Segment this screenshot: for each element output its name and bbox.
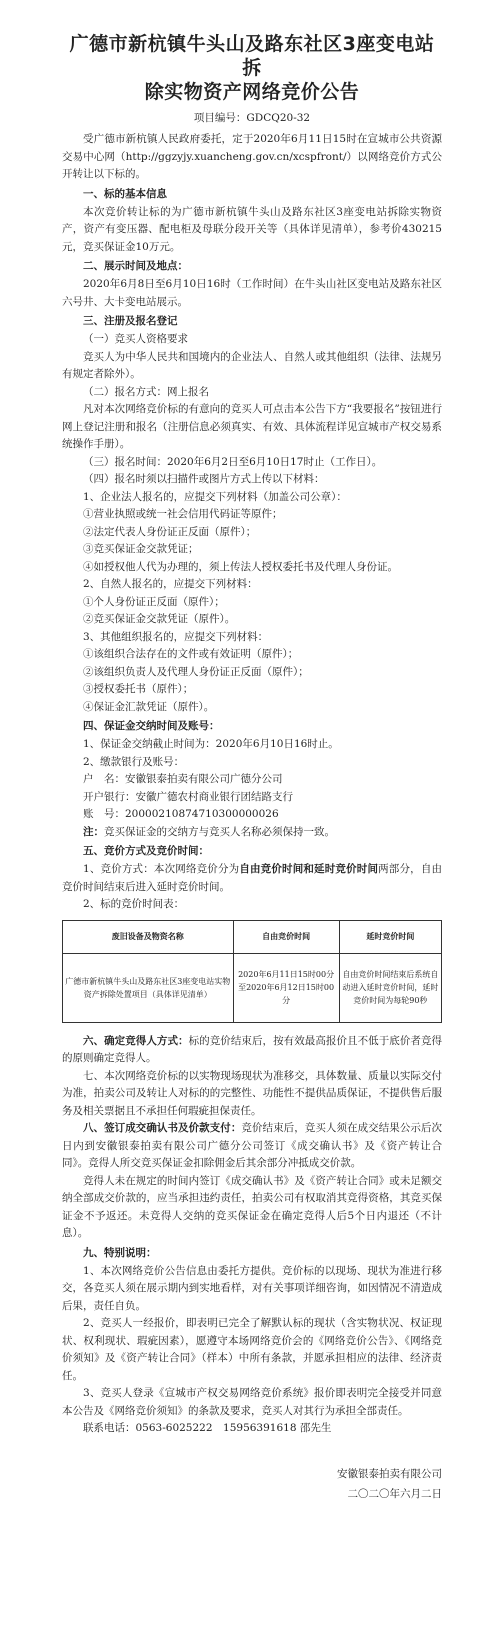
company-name: 安徽银泰拍卖有限公司 — [337, 1467, 442, 1480]
project-number: 项目编号：GDCQ20-32 — [193, 112, 311, 124]
announcement-date: 二〇二〇年六月二日 — [347, 1487, 442, 1500]
table-row — [63, 953, 442, 1022]
materials-1-heading: 1、企业法人报名的，应提交下列材料（加盖公司公章）： — [83, 490, 347, 503]
schedule-heading: 2、标的竞价时间表： — [83, 898, 185, 910]
table-cell-free-time: 2020年6月11日15时00分至2020年6月12日15时00分 — [233, 953, 339, 1022]
bidding-method-text-end: 两部分，自由竞价时间结束后进入延时竞价时间。 — [62, 863, 443, 893]
materials-3-item: ②该组织负责人及代理人身份证正反面（原件）； — [83, 665, 309, 678]
section-8-heading: 八、签订成交确认书及价款支付： — [83, 1122, 242, 1134]
materials-2-item: ①个人身份证正反面（原件）； — [83, 595, 225, 608]
table-cell-extended-time: 自由竞价时间结束后系统自动进入延时竞价时间，延时竞价时间为每轮90秒 — [339, 953, 441, 1022]
bidding-schedule-table — [62, 920, 442, 1023]
section-8 — [62, 1120, 442, 1173]
table-header: 延时竞价时间 — [339, 920, 441, 953]
table-cell-item: 广德市新杭镇牛头山及路东社区3座变电站实物资产拆除处置项目（具体详见清单） — [63, 953, 234, 1022]
title-line-1: 广德市新杭镇牛头山及路东社区3座变电站拆 — [69, 33, 435, 79]
bidding-method-emphasis: 自由竞价时间和延时竞价时间 — [239, 863, 379, 875]
table-header: 自由竞价时间 — [233, 920, 339, 953]
section-2-heading: 二、展示时间及地点： — [83, 260, 188, 272]
deposit-note — [62, 824, 442, 842]
table-header-row — [63, 920, 442, 953]
section-2-text: 2020年6月8日至6月10日16时（工作时间）在牛头山社区变电站及路东社区六号井、大卡变电站展示。 — [62, 278, 442, 308]
section-3a-text: 竞买人为中华人民共和国境内的企业法人、自然人或其他组织（法律、法规另有规定者除外）。 — [62, 350, 442, 380]
section-9-heading: 九、特别说明： — [83, 1246, 157, 1259]
account-bank: 开户银行：安徽广德农村商业银行团结路支行 — [83, 790, 293, 803]
section-3-heading: 三、注册及报名登记 — [83, 315, 178, 327]
materials-1-item: ②法定代表人身份证正反面（原件）； — [83, 525, 257, 538]
materials-3-item: ④保证金汇款凭证（原件）。 — [83, 700, 215, 713]
account-name: 户 名：安徽银泰拍卖有限公司广德分公司 — [83, 773, 283, 785]
materials-1-item: ①营业执照或统一社会信用代码证等原件； — [83, 508, 283, 520]
materials-3-item: ③授权委托书（原件）； — [83, 683, 194, 695]
section-3d-text: （四）报名时须以扫描件或图片方式上传以下材料： — [83, 473, 325, 485]
section-1-text: 本次竞价转让标的为广德市新杭镇牛头山及路东社区3座变电站拆除实物资产，资产有变压器、配电柜及母联分段开关等（具体详见清单），参考价430215元，竞买保证金10万元。 — [62, 205, 442, 253]
section-3b-text: 凡对本次网络竞价标的有意向的竞买人可点击本公告下方“我要报名”按钮进行网上登记注册和报名（注册信息必须真实、有效、具体流程详见宣城市产权交易系统操作手册）。 — [62, 403, 442, 450]
intro-paragraph: 受广德市新杭镇人民政府委托，定于2020年6月11日15时在宣城市公共资源交易中心网（http://ggzyjy.xuancheng.gov.cn/xcspfront/）以网络竞价方式公开转让以下标的。 — [62, 133, 442, 180]
signature-block — [62, 1464, 442, 1504]
section-3a-heading: （一）竞买人资格要求 — [83, 333, 188, 345]
special-note-3: 3、竞买人登录《宣城市产权交易网络竞价系统》报价即表明完全接受并同意本公告及《网络竞价须知》的条款及要求，竞买人对其行为承担全部责任。 — [62, 1387, 442, 1417]
special-note-2: 2、竞买人一经报价，即表明已完全了解默认标的现状（含实物状况、权证现状、权利现状、瑕疵因素），愿遵守本场网络竞价会的《网络竞价公告》、《网络竞价须知》及《资产转让合同》（样本）中所有条款，并愿承担相应的法律、经济责任。 — [62, 1317, 442, 1382]
section-6 — [62, 1033, 442, 1068]
materials-3-item: ①该组织合法存在的文件或有效证明（原件）； — [83, 648, 299, 660]
bidding-method-text: 1、竞价方式：本次网络竞价分为 — [83, 863, 240, 875]
section-8-text-2: 竞得人未在规定的时间内签订《成交确认书》及《资产转让合同》或未足额交纳全部成交价款的，应当承担违约责任，拍卖公司有权取消其竞得资格，其竞买保证金不予返还。未竞得人交纳的竞买保证金在确定竞得人后5个日内退还（不计息）。 — [62, 1174, 442, 1239]
note-label: 注： — [83, 825, 104, 838]
section-8-text: 竞价结束后，竞买人须在成交结果公示后次日内到安徽银泰拍卖有限公司广德分公司签订《成交确认书》及《资产转让合同》。竞得人所交竞买保证金扣除佣金后其余部分冲抵成交价款。 — [62, 1122, 443, 1169]
account-number: 账 号：20000210874710300000026 — [83, 808, 279, 820]
deposit-deadline: 1、保证金交纳截止时间为：2020年6月10日16时止。 — [83, 738, 339, 750]
bank-heading: 2、缴款银行及账号： — [83, 755, 185, 768]
section-3b-heading: （二）报名方式：网上报名 — [83, 385, 209, 398]
bidding-method — [62, 861, 442, 896]
section-4-heading: 四、保证金交纳时间及账号： — [83, 720, 220, 732]
announcement-title — [62, 32, 442, 104]
materials-3-heading: 3、其他组织报名的，应提交下列材料： — [83, 630, 269, 643]
special-note-1: 1、本次网络竞价公告信息由委托方提供。竞价标的以现场、现状为准进行移交，各竞买人须在展示期内到实地看样，对有关事项详细咨询，如因情况不清造成后果，责任自负。 — [62, 1264, 442, 1312]
section-5-heading: 五、竞价方式及竞价时间： — [83, 845, 209, 857]
materials-1-item: ④如授权他人代为办理的，须上传法人授权委托书及代理人身份证。 — [83, 560, 398, 573]
section-6-heading: 六、确定竞得人方式： — [83, 1034, 189, 1047]
section-7-text: 七、本次网络竞价标的以实物现场现状为准移交，具体数量、质量以实际交付为准，拍卖公司及转让人对标的的完整性、功能性不提供品质保证，不提供售后服务及相关票据且不承担任何瑕疵担保责任。 — [62, 1069, 442, 1117]
table-header: 废旧设备及物资名称 — [63, 920, 234, 953]
materials-2-item: ②竞买保证金交款凭证（原件）。 — [83, 613, 236, 625]
materials-1-item: ③竞买保证金交款凭证； — [83, 543, 199, 555]
section-1-heading: 一、标的基本信息 — [83, 187, 167, 200]
section-3c-text: （三）报名时间：2020年6月2日至6月10日17时止（工作日）。 — [83, 455, 383, 468]
title-line-2: 除实物资产网络竞价公告 — [144, 81, 360, 103]
contact-phone: 联系电话：0563-6025222 15956391618 邵先生 — [83, 1422, 332, 1434]
section-6-text: 标的竞价结束后，按有效最高报价且不低于底价者竞得的原则确定竞得人。 — [62, 1034, 443, 1064]
materials-2-heading: 2、自然人报名的，应提交下列材料： — [83, 578, 258, 590]
note-text: 竞买保证金的交纳方与竞买人名称必须保持一致。 — [104, 825, 335, 838]
